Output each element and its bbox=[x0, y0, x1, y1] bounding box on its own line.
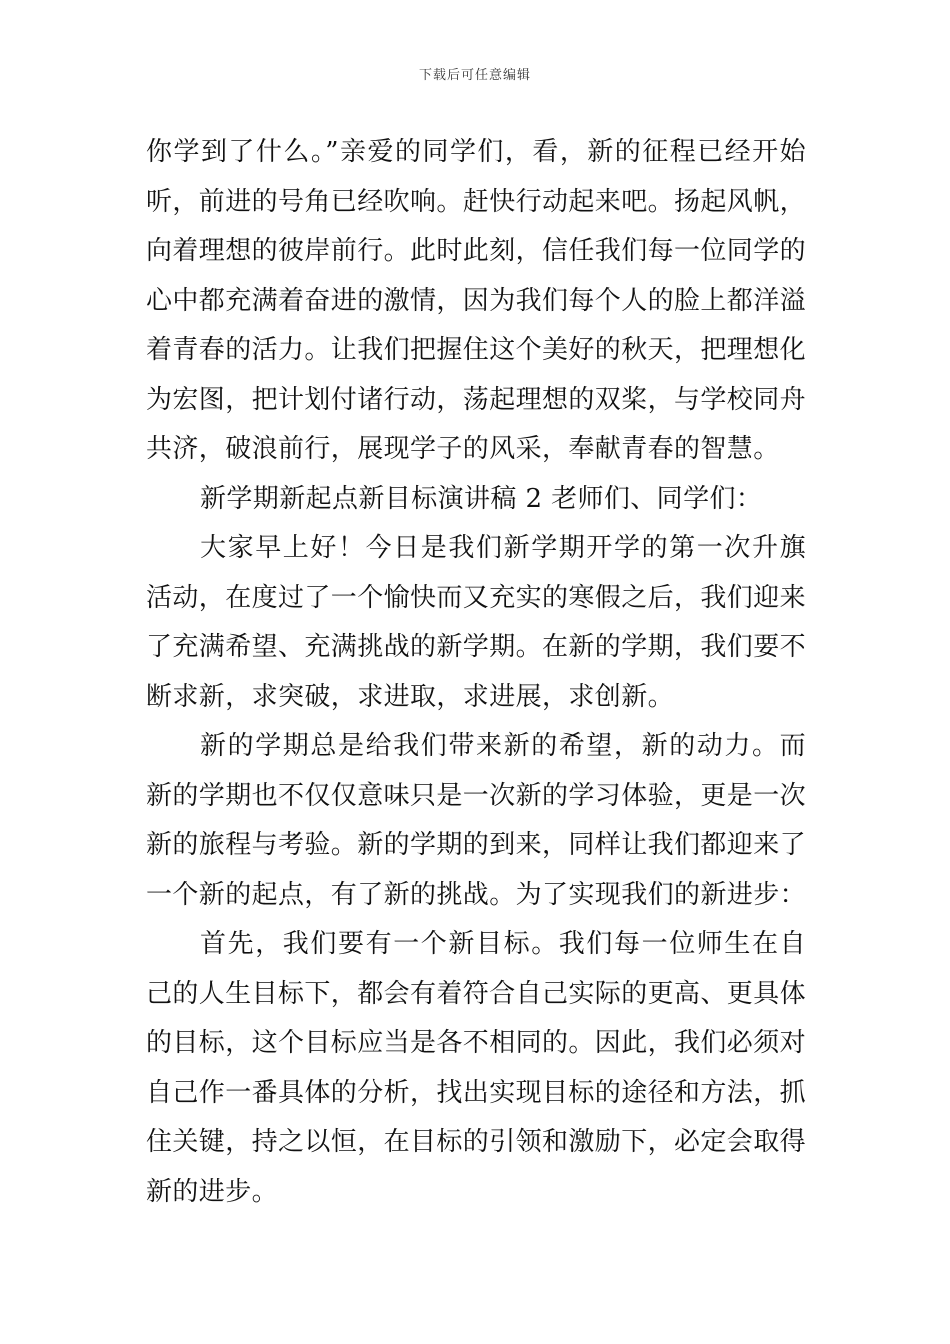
paragraph-new-semester: 新的学期总是给我们带来新的希望，新的动力。而新的学期也不仅仅意味只是一次新的学习体验，更是一次新的旅程与考验。新的学期的到来，同样让我们都迎来了一个新的起点，有了新的挑战。为了实现我们的新进步： bbox=[146, 731, 807, 910]
paragraph-speech-title: 新学期新起点新目标演讲稿 2 老师们、同学们： bbox=[200, 483, 763, 514]
document-body bbox=[146, 128, 806, 1217]
paragraph-greeting: 大家早上好！今日是我们新学期开学的第一次升旗活动，在度过了一个愉快而又充实的寒假之后，我们迎来了充满希望、充满挑战的新学期。在新的学期，我们要不断求新，求突破，求进取，求进展，求创新。 bbox=[146, 533, 807, 712]
paragraph-new-goal: 首先，我们要有一个新目标。我们每一位师生在自己的人生目标下，都会有着符合自己实际的更高、更具体的目标，这个目标应当是各不相同的。因此，我们必须对自己作一番具体的分析，找出实现目标的途径和方法，抓住关键，持之以恒，在目标的引领和激励下，必定会取得新的进步。 bbox=[146, 929, 807, 1207]
paragraph-continuation: 你学到了什么。”亲爱的同学们，看，新的征程已经开始听，前进的号角已经吹响。赶快行动起来吧。扬起风帆，向着理想的彼岸前行。此时此刻，信任我们每一位同学的心中都充满着奋进的激情，因为我们每个人的脸上都洋溢着青春的活力。让我们把握住这个美好的秋天，把理想化为宏图，把计划付诸行动，荡起理想的双桨，与学校同舟共济，破浪前行，展现学子的风采，奉献青春的智慧。 bbox=[146, 137, 807, 464]
page-header: 下载后可任意编辑 bbox=[418, 68, 531, 83]
